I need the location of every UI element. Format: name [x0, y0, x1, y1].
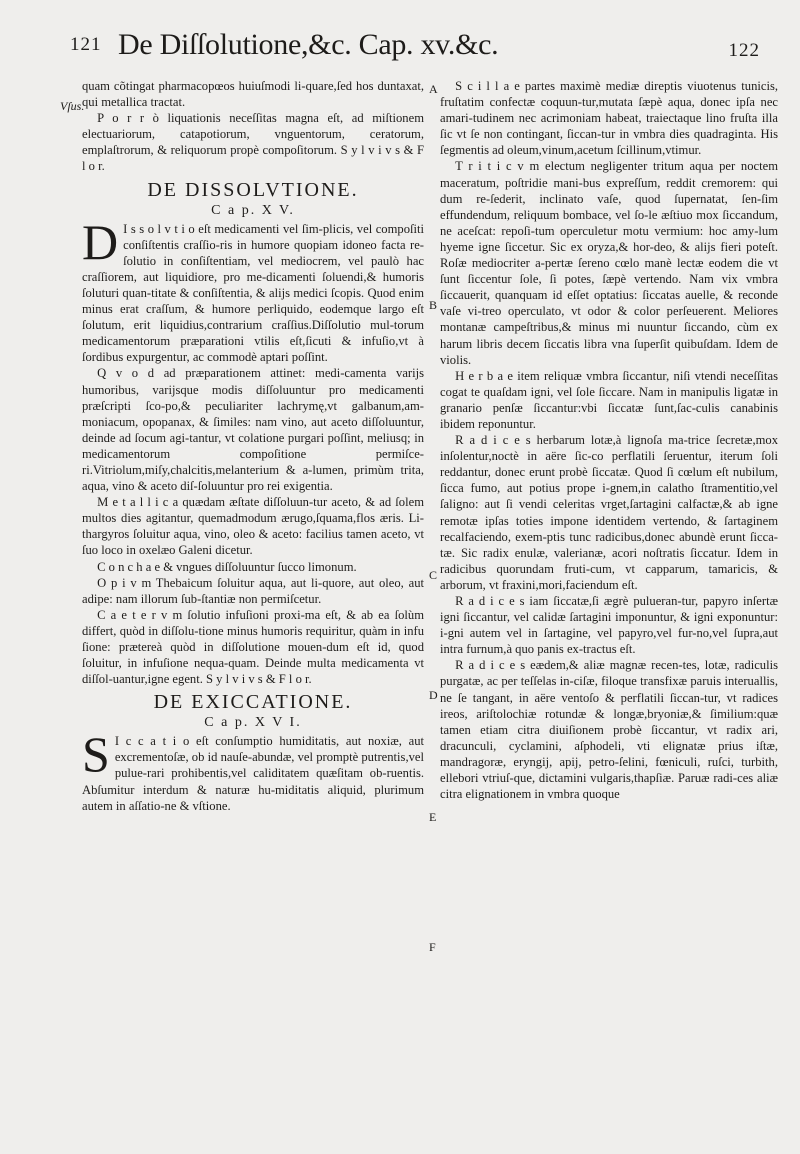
paragraph: R a d i c e s iam ſiccatæ,ſi ægrè pulueran-tur, papyro inſertæ igni ſiccantur, vel calidæ ſartagini imponuntur, & igni exponuntur: i-gni autem vel in ſartagine, vel papyro,vel fur-no,vel ſupra,aut intra furnum,à quo panis ex-tractus eſt. [440, 594, 778, 657]
section-letter-f: F [429, 940, 436, 954]
section-letter-e: E [429, 810, 437, 824]
section-letter-b: B [429, 298, 438, 312]
paragraph: C o n c h a e & vngues diſſoluuntur ſucco limonum. [97, 559, 357, 574]
paragraph: S c i l l a e partes maximè mediæ direptis viuotenus tunicis, fruſtatim confectæ coquun-tur,mutata ſæpè aqua, donec ipſa nec amari-tudinem nec acrimoniam habeat, traiectaque lino fruſta illa ſic vt ſe non contingant, ſiccan-tur in vmbra dies quadraginta. His ſegmentis ad oleum,vinum,acetum ſcillinum,vtimur. [440, 79, 778, 158]
paragraph: C a e t e r v m ſolutio infuſioni proxi-ma eſt, & ab ea ſolùm differt, quòd in diſſolu-tione minus humoris requiritur, quàm in infu ſione: prætereà quòd in diſſolutione mouen-dum eſt id, quod ſoluitur, in infuſione nequa-quam. Deinde multa medicamenta vt diſſol-uantur,igne egent. S y l v i v s & F l o r. [82, 607, 424, 687]
page-number-left: 121 [70, 34, 102, 55]
section-heading: DE EXICCATIONE. [153, 691, 353, 714]
section-letter-d: D [429, 688, 438, 702]
paragraph-text: I s s o l v t i o eſt medicamenti vel ſim-plicis, vel compoſiti conſiſtentis craſſio-ris in humore quopiam idoneo facta re-ſolutio in conſiſtentiam, vel mediocrem, vel paulò hac craſſiorem, aut liquidiore, pro me-dicamenti ſoluendi,& humoris ſoluturi quan-titate & conſiſtentia, & alijs medici ſcopis. Quod enim minus erat craſſum, & humore perliquido, eodemque largo eſt ſolutum, erit liquidius,contrarium craſſius.Diſſolutio mul-torum medicamentorum præparationi vtilis eſt,ſicuti & infuſio,vt à ſordibus expurgentur, ac commodè aptari poſſint. [82, 221, 424, 365]
paragraph-text: I c c a t i o eſt conſumptio humiditatis, aut noxiæ, aut excrementoſæ, ob id nauſe-abundæ, vel promptè putrentis,vel pulue-rari prohibentis,vel caliditatem quæſitam ob-ruentis. Abſumitur interdum & naturæ hu-miditatis aliquid, plurimum autem in aſſatio-ne & vſtione. [82, 734, 424, 813]
drop-cap: S [82, 726, 110, 783]
section-letter-c: C [429, 568, 438, 582]
chapter-label: C a p. X V. [211, 202, 295, 218]
running-title: De Diſſolutione,&c. Cap. xv.&c. [118, 28, 499, 61]
margin-note: Vſus. [60, 99, 85, 113]
paragraph [82, 213, 424, 366]
section-heading: DE DISSOLVTIONE. [147, 178, 359, 201]
right-column [440, 78, 778, 802]
paragraph: R a d i c e s eædem,& aliæ magnæ recen-tes, lotæ, radiculis purgatæ, ac per teſſelas in-ciſæ, filoque transfixæ paruis interuallis, ne ſe tangant, in aëre ventoſo & perflatili ſiccan-tur, vt radices ireos, ariſtolochiæ rotundæ & longæ,bryoniæ,& ſimilium:quæ tamen etiam citra diuiſionem probè ſiccantur, vt radix ari, dracunculi, cyclamini, aſphodeli, vti elignatæ prius iſtæ, mandragoræ, eryngij, apij, petro-ſelini, fœniculi, ruſci, turbith, ellebori vtriuſ-que, dictamini vulgaris,thapſiæ. Paruæ radi-ces aliæ citra elignationem in vmbra quoque [440, 658, 778, 802]
paragraph: R a d i c e s herbarum lotæ,à lignoſa ma-trice ſecretæ,mox inſolentur,noctè in aëre ſic-co perflatili ſeruentur, iterum ſoli reddantur, donec erunt probè ſiccatæ. Quod ſi cœlum eſt nubilum, ſicca fumo, aut potius prope i-gnem,in calatho ſtramentitio,vel ſaligno: aut ſi vendi celeritas vrget,ſartagini calfactæ,& ab igne remotæ ipſas toties impone identidem vertendo, & ſartaginem recalfaciendo, exem-ptis tunc radicibus,donec abundè erunt ſicca-tæ. Sic radix enulæ, valerianæ, acori noſtratis ſiccatur. Idem in radicibus quorundam fruti-cum, vt capparum, tamaricis, & arborum, vt fraxini,mori,faciendum eſt. [440, 433, 778, 592]
left-column [82, 78, 424, 814]
paragraph: quam cõtingat pharmacopœos huiuſmodi li-quare,ſed hos duntaxat, qui metallica tractat. [82, 79, 424, 110]
paragraph: H e r b a e item reliquæ vmbra ſiccantur, niſi vtendi neceſſitas cogat te quaſdam igni, vel ſole ſiccare. Nam in manipulis ligatæ in granario penſæ ſiccantur:vbi ſiccatæ ſunt,ſac-culis canabinis ibidem reponuntur. [440, 368, 778, 431]
chapter-label: C a p. X V I. [204, 715, 302, 731]
page-number-right: 122 [728, 40, 760, 61]
paragraph: T r i t i c v m electum negligenter tritum aqua per noctem maceratum, poſtridie mani-bus expreſſum, reddit cremorem: qui dum re-ſederit, inclinato vaſe, quod ſupernatat, ſen-ſim effundendum, reliquum bombace, vel ſo-le æſtiuo mox ſiccandum, ne aceſcat: repoſi-tum operculetur motu vermium: hoc amy-lum hyeme igne ſiccetur. Sic ex oryza,& hor-deo, & alijs fieri poteſt. Roſæ mediocriter a-pertæ ſereno cœlo manè lectæ eodem die vt ſunt ſiccentur ſole, ſi potes, ſæpè vertendo. Nam vix vmbra ſiccauerit, quanquam id eſſet optatius: ſiccatas auelle, & reconde vaſe vi-treo operculato, vt odor & color perſeuerent. Meliores montanæ campeſtribus,& minus mi nuuntur ſiccando, cùm ex harum libris decem ſiccatis libra vna ſuperſit quibuſdam. Idem de violis. [440, 159, 778, 367]
paragraph: M e t a l l i c a quædam æſtate diſſoluun-tur aceto, & ad ſolem multos dies agitantur, quemadmodum ærugo,ſquama,flos æris. Li-thargyros ſoluitur aqua, vino, oleo & aceto: facilius tamen aceto, vt ſuo loco in oxelæo Galeni dicetur. [82, 495, 424, 558]
paragraph: P o r r ò liquationis neceſſitas magna eſt, ad miſtionem electuariorum, catapotiorum, vnguentorum, ceratorum, emplaſtrorum, & reliquorum propè compoſitorum. S y l v i v s & F l o r. [82, 111, 424, 174]
section-letter-a: A [429, 82, 438, 96]
drop-cap: D [82, 213, 119, 270]
paragraph: Q v o d ad præparationem attinet: medi-camenta varijs humoribus, varijsque modis diſſoluuntur pro medicamenti præſcripti ſco-po,& peculiariter lachrymę,vt galbanum,am-moniacum, opopanax, & ſimiles: nam vino, aut aceto diſſoluuntur, deinde ad ſocum agi-tantur, vt colatione purgari poſſint, meliusq; in medicamentorum compoſitione permiſce-ri.Vitriolum,miſy,chalcitis,melanterium & a-lumen, primùm trita, aqua, vino & aceto diſ-ſoluuntur pro rei exigentia. [82, 366, 424, 494]
paragraph: O p i v m Thebaicum ſoluitur aqua, aut li-quore, aut oleo, aut adipe: nam illorum ſub-ſtantiæ non permiſcetur. [82, 575, 424, 606]
paragraph [82, 726, 424, 813]
page-header [70, 28, 760, 74]
